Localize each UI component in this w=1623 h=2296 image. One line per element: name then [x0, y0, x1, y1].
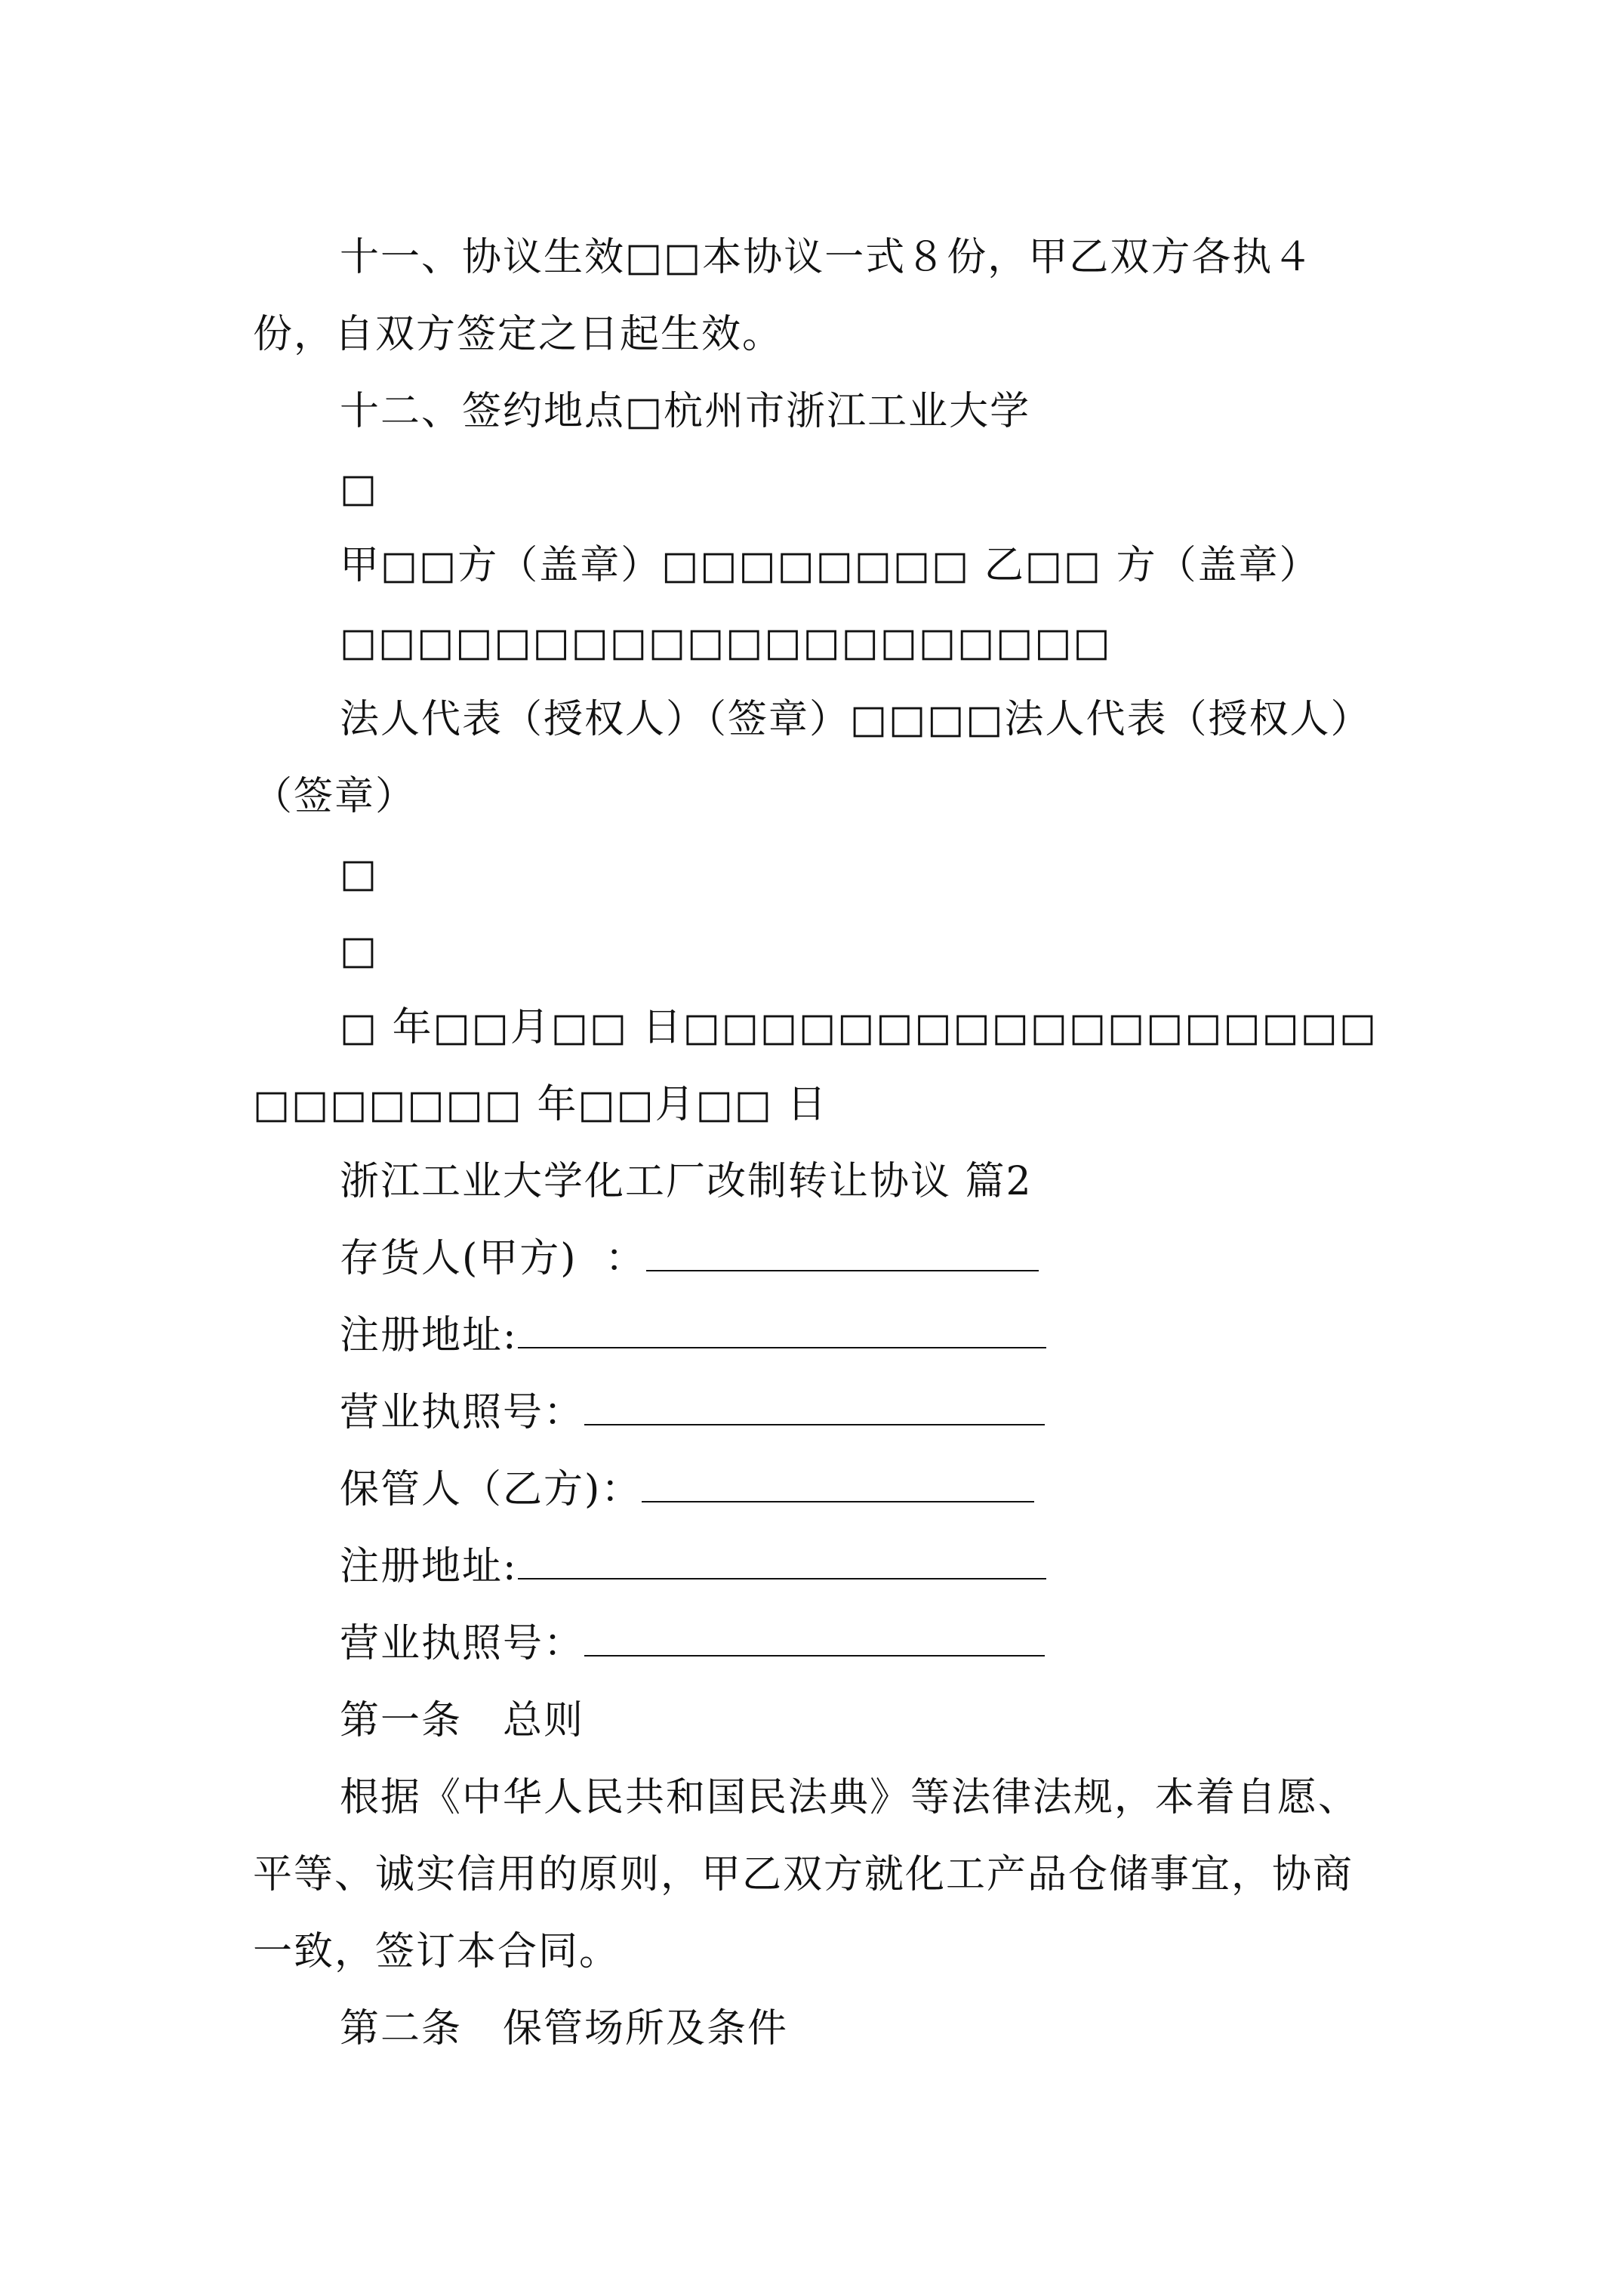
fill-in-blank: [584, 1423, 1045, 1425]
fill-in-blank: [518, 1346, 1046, 1348]
party-seal-line: 甲□□方（盖章）□□□□□□□□ 乙□□ 方（盖章）: [340, 543, 1320, 588]
fill-in-blank: [642, 1500, 1034, 1502]
field-label: 注册地址:: [340, 1313, 518, 1358]
field-label: 存货人(甲方) ：: [340, 1236, 646, 1281]
custodian-license-field: [253, 1605, 1385, 1682]
field-label: 营业执照号：: [340, 1390, 585, 1435]
clause-effect: 十一、协议生效□□本协议一式８份，甲乙双方各执４份，自双方签定之日起生效。: [253, 235, 1314, 357]
field-label: 营业执照号：: [340, 1621, 585, 1666]
date-line: □ 年□□月□□ 日□□□□□□□□□□□□□□□□□□□□□□□□□ 年□□月□□ 日: [253, 1005, 1378, 1127]
article-two-heading: 第二条 保管场所及条件: [340, 2006, 789, 2051]
article-one-body: 根据《中华人民共和国民法典》等法律法规，本着自愿、平等、诚实信用的原则，甲乙双方就化工产品仓储事宜，协商一致，签订本合同。: [253, 1775, 1360, 1974]
blank-boxes-line: □□□□□□□□□□□□□□□□□□□□: [340, 620, 1112, 665]
depositor-field: [253, 1220, 1385, 1297]
fill-in-blank: [584, 1654, 1045, 1657]
custodian-address-field: [253, 1528, 1385, 1605]
clause-signing-place: 十二、签约地点□杭州市浙江工业大学: [340, 389, 1031, 434]
field-label: 注册地址:: [340, 1544, 518, 1589]
blank-line: □: [340, 851, 379, 896]
blank-line: □: [340, 928, 379, 973]
legal-rep-signature-line: 法人代表（授权人）（签章）□□□□法人代表（授权人）（签章）: [253, 697, 1372, 819]
depositor-address-field: [253, 1297, 1385, 1374]
blank-line: □: [340, 466, 379, 511]
custodian-field: [253, 1451, 1385, 1528]
section-title: 浙江工业大学化工厂改制转让协议 篇2: [340, 1159, 1033, 1204]
field-label: 保管人（乙方)：: [340, 1467, 642, 1512]
fill-in-blank: [518, 1577, 1046, 1579]
article-one-heading: 第一条 总则: [340, 1698, 585, 1743]
fill-in-blank: [646, 1269, 1039, 1271]
document-body: [253, 219, 1385, 2067]
depositor-license-field: [253, 1374, 1385, 1451]
